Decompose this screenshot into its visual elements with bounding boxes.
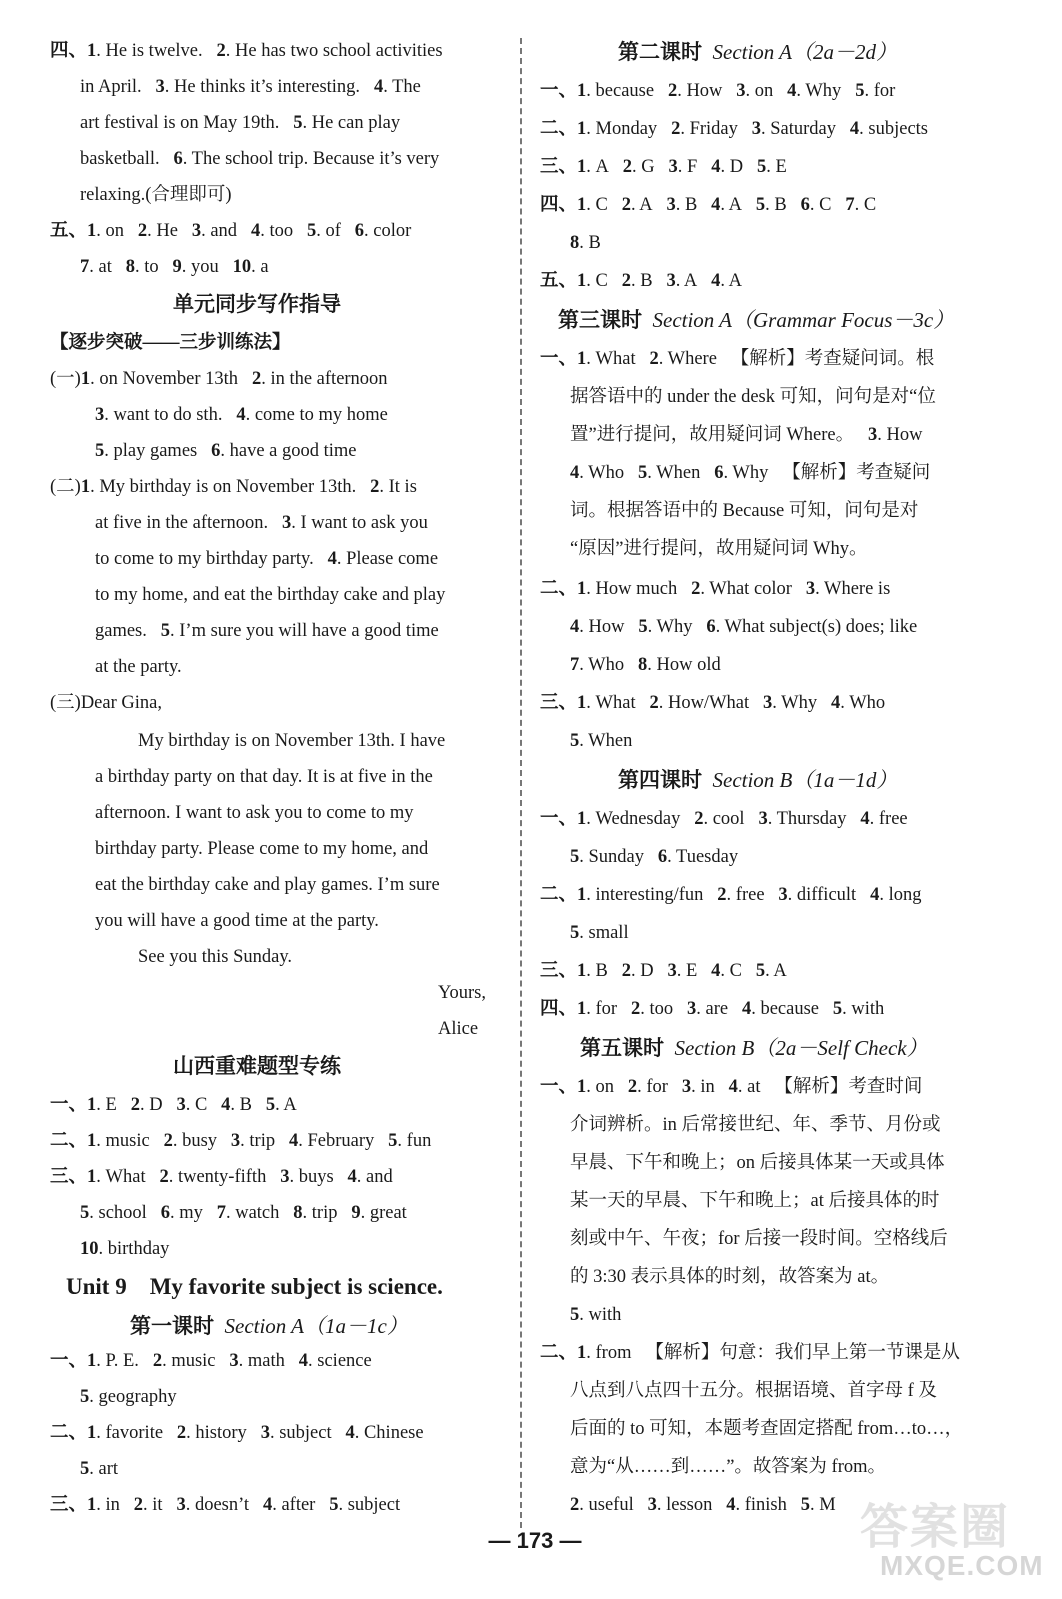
left-answer-line: 【逐步突破——三步训练法】 (50, 333, 291, 353)
right-answer-line: 三、1. What 2. How/What 3. Why 4. Who (540, 693, 886, 713)
left-answer-line: games. 5. I’m sure you will have a good time (95, 621, 439, 641)
right-answer-line: “原因”进行提问，故用疑问词 Why。 (570, 539, 868, 559)
left-answer-line: 二、1. music 2. busy 3. trip 4. February 5. fun (50, 1131, 432, 1151)
left-answer-line: 5. art (80, 1459, 119, 1479)
right-answer-line: 5. When (570, 731, 633, 751)
heading-main: 第一课时 (130, 1313, 214, 1338)
right-answer-line: 4. Who 5. When 6. Why 【解析】考查疑问 (570, 463, 931, 483)
heading-section-range: Section A（1a－1c） (214, 1314, 408, 1338)
right-answer-line: 早晨、下午和晚上；on 后接具体某一天或具体 (570, 1153, 945, 1173)
right-answer-line: 四、1. for 2. too 3. are 4. because 5. with (540, 999, 885, 1019)
heading-section-range: Section B（1a－1d） (702, 768, 898, 792)
right-answer-line: 二、1. Monday 2. Friday 3. Saturday 4. subjects (540, 119, 928, 139)
watermark-text: MXQE.COM (880, 1550, 1044, 1581)
right-answer-line: 据答语中的 under the desk 可知，问句是对“位 (570, 387, 936, 407)
left-answer-line: 5. school 6. my 7. watch 8. trip 9. great (80, 1203, 407, 1223)
left-answer-line: to my home, and eat the birthday cake and play (95, 585, 446, 605)
left-answer-line: 3. want to do sth. 4. come to my home (95, 405, 388, 425)
right-answer-line: 后面的 to 可知，本题考查固定搭配 from…to…， (570, 1419, 964, 1439)
heading-main: 第五课时 (580, 1035, 664, 1060)
left-answer-line: My birthday is on November 13th. I have (138, 731, 446, 751)
heading-section-range: Section A（2a－2d） (702, 40, 898, 64)
right-answer-line: 2. useful 3. lesson 4. finish 5. M (570, 1495, 836, 1515)
left-answer-line: 一、1. E 2. D 3. C 4. B 5. A (50, 1095, 297, 1115)
left-answer-line: in April. 3. He thinks it’s interesting. 4. The (80, 77, 421, 97)
heading-section-range: Section B（2a－Self Check） (664, 1036, 928, 1060)
left-answer-line: (二)1. My birthday is on November 13th. 2. It is (50, 477, 417, 497)
right-answer-line: 刻或中午、午夜；for 后接一段时间。空格线后 (570, 1229, 948, 1249)
right-section-heading (558, 306, 954, 334)
left-answer-line: eat the birthday cake and play games. I’m sure (95, 875, 440, 895)
left-answer-line: 5. play games 6. have a good time (95, 441, 357, 461)
left-answer-line: (三)Dear Gina, (50, 693, 162, 713)
right-answer-line: 5. with (570, 1305, 622, 1325)
left-answer-line: 三、1. in 2. it 3. doesn’t 4. after 5. subject (50, 1495, 401, 1515)
right-answer-line: 四、1. C 2. A 3. B 4. A 5. B 6. C 7. C (540, 195, 877, 215)
left-answer-line: (一)1. on November 13th 2. in the afternoon (50, 369, 388, 389)
right-section-heading (618, 766, 897, 794)
left-answer-line: 7. at 8. to 9. you 10. a (80, 257, 269, 277)
watermark-logo: 答案圈 (860, 1501, 1011, 1554)
heading-main: 第四课时 (618, 767, 702, 792)
right-answer-line: 介词辨析。in 后常接世纪、年、季节、月份或 (570, 1115, 941, 1135)
right-answer-line: 二、1. from 【解析】句意：我们早上第一节课是从 (540, 1343, 960, 1363)
heading-main: 第三课时 (558, 307, 642, 332)
left-answer-line: 五、1. on 2. He 3. and 4. too 5. of 6. color (50, 221, 412, 241)
right-answer-line: 二、1. interesting/fun 2. free 3. difficult 4. long (540, 885, 922, 905)
left-answer-line: basketball. 6. The school trip. Because it’s very (80, 149, 440, 169)
right-answer-line: 二、1. How much 2. What color 3. Where is (540, 579, 891, 599)
right-answer-line: 五、1. C 2. B 3. A 4. A (540, 271, 743, 291)
right-answer-line: 一、1. What 2. Where 【解析】考查疑问词。根 (540, 349, 935, 369)
left-answer-line: a birthday party on that day. It is at five in the (95, 767, 433, 787)
left-answer-line: at five in the afternoon. 3. I want to ask you (95, 513, 428, 533)
right-answer-line: 一、1. because 2. How 3. on 4. Why 5. for (540, 81, 896, 101)
right-answer-line: 5. small (570, 923, 629, 943)
right-answer-line: 的 3:30 表示具体的时刻，故答案为 at。 (570, 1267, 890, 1287)
left-section-heading (173, 1052, 341, 1080)
left-answer-line: you will have a good time at the party. (95, 911, 379, 931)
right-answer-line: 8. B (570, 233, 601, 253)
left-answer-line: 一、1. P. E. 2. music 3. math 4. science (50, 1351, 372, 1371)
right-answer-line: 某一天的早晨、下午和晚上；at 后接具体的时 (570, 1191, 940, 1211)
right-answer-line: 一、1. Wednesday 2. cool 3. Thursday 4. free (540, 809, 908, 829)
left-answer-line: at the party. (95, 657, 182, 677)
right-answer-line: 一、1. on 2. for 3. in 4. at 【解析】考查时间 (540, 1077, 923, 1097)
heading-section-range: Section A（Grammar Focus－3c） (642, 308, 955, 332)
left-answer-line: 5. geography (80, 1387, 177, 1407)
left-answer-line: See you this Sunday. (138, 947, 292, 967)
page-number: — 173 — (488, 1528, 582, 1553)
left-answer-line: to come to my birthday party. 4. Please come (95, 549, 439, 569)
left-answer-line: art festival is on May 19th. 5. He can play (80, 113, 401, 133)
right-answer-line: 7. Who 8. How old (570, 655, 721, 675)
heading-main: 单元同步写作指导 (173, 291, 341, 316)
right-answer-line: 词。根据答语中的 Because 可知，问句是对 (570, 501, 919, 521)
left-section-heading (173, 290, 341, 318)
right-answer-line: 5. Sunday 6. Tuesday (570, 847, 739, 867)
column-divider (520, 38, 522, 1528)
right-section-heading (580, 1034, 928, 1062)
left-answer-line: 四、1. He is twelve. 2. He has two school activities (50, 41, 443, 61)
right-answer-line: 4. How 5. Why 6. What subject(s) does; like (570, 617, 918, 637)
right-answer-line: 八点到八点四十五分。根据语境、首字母 f 及 (570, 1381, 937, 1401)
watermark (852, 1488, 1052, 1594)
right-answer-line: 三、1. A 2. G 3. F 4. D 5. E (540, 157, 787, 177)
heading-main: 山西重难题型专练 (173, 1053, 341, 1078)
left-answer-line: Yours, (438, 983, 486, 1003)
left-answer-line: Alice (438, 1019, 479, 1039)
left-section-heading (130, 1312, 408, 1340)
right-section-heading (618, 38, 897, 66)
left-answer-line: afternoon. I want to ask you to come to my (95, 803, 414, 823)
left-answer-line: 10. birthday (80, 1239, 170, 1259)
heading-main: 第二课时 (618, 39, 702, 64)
left-answer-line: 三、1. What 2. twenty-fifth 3. buys 4. and (50, 1167, 393, 1187)
left-answer-line: birthday party. Please come to my home, and (95, 839, 429, 859)
left-answer-line: relaxing.(合理即可) (80, 185, 232, 205)
left-answer-line: 二、1. favorite 2. history 3. subject 4. Chinese (50, 1423, 424, 1443)
right-answer-line: 意为“从……到……”。故答案为 from。 (570, 1457, 887, 1477)
unit-title: Unit 9 My favorite subject is science. (66, 1274, 443, 1299)
right-answer-line: 三、1. B 2. D 3. E 4. C 5. A (540, 961, 787, 981)
right-answer-line: 置”进行提问，故用疑问词 Where。 3. How (570, 425, 923, 445)
